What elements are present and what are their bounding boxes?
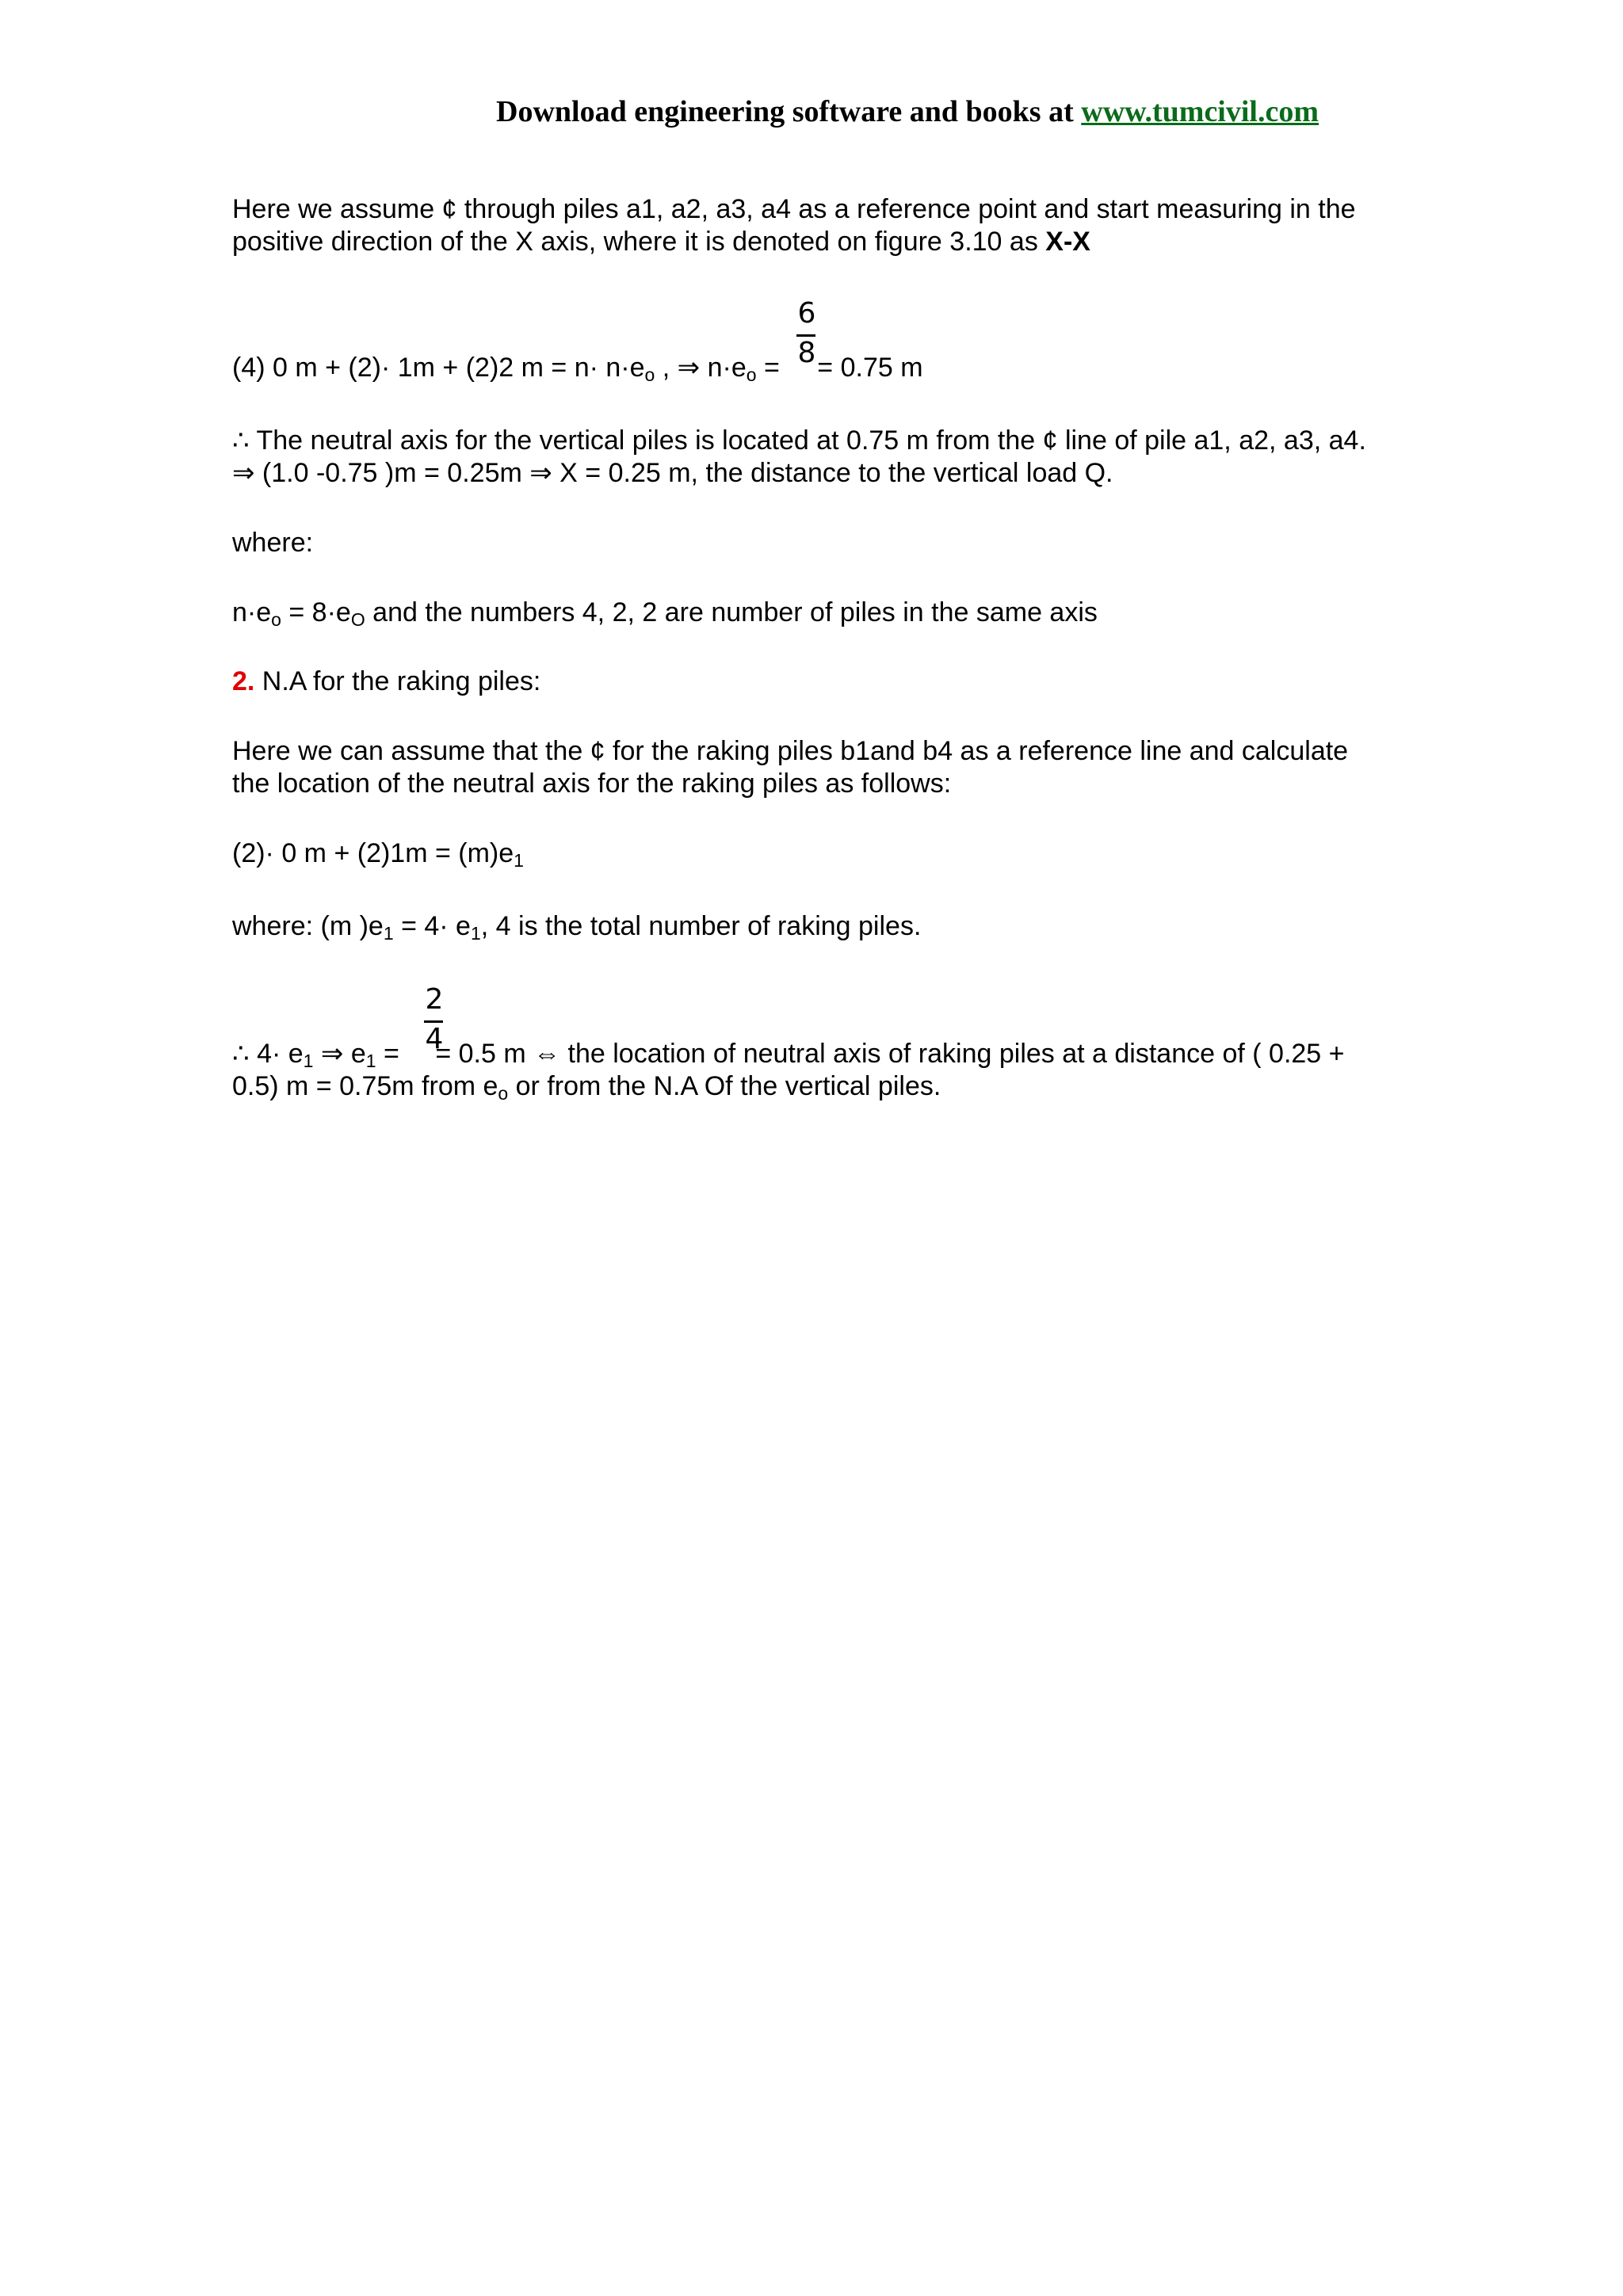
text-line: Here we can assume that the ¢ for the raking piles b1and b4 as a reference line and calculate bbox=[232, 736, 1349, 766]
header-text: Download engineering software and books at bbox=[496, 95, 1082, 128]
equation-raking-piles bbox=[232, 837, 1397, 870]
equation-text: or from the N.A Of the vertical piles. bbox=[508, 1071, 941, 1101]
fraction-numerator: 2 bbox=[425, 983, 444, 1016]
section-number: 2. bbox=[232, 666, 255, 696]
subscript: o bbox=[271, 609, 281, 630]
text-span: = 8·e bbox=[281, 597, 351, 627]
axis-label: X-X bbox=[1045, 227, 1090, 257]
text-line: Here we assume ¢ through piles a1, a2, a3, a4 as a reference point and start measuring in the bbox=[232, 194, 1356, 224]
subscript: 1 bbox=[470, 923, 481, 944]
page-header bbox=[496, 97, 1319, 127]
equation-text: ⇒ e bbox=[313, 1039, 366, 1069]
text-line: ∴ The neutral axis for the vertical piles is located at 0.75 m from the ¢ line of pile a1, a2, a3, a4. bbox=[232, 425, 1366, 456]
equation-neutral-axis-location bbox=[232, 1038, 1397, 1103]
fraction-denominator: 8 bbox=[797, 337, 816, 369]
text-line: ⇒ (1.0 -0.75 )m = 0.25m ⇒ X = 0.25 m, the distance to the vertical load Q. bbox=[232, 458, 1113, 488]
paragraph-reference-point bbox=[232, 193, 1397, 258]
equation-text: = 0.5 m ⇔ the location of neutral axis of raking piles at a distance of ( 0.25 + bbox=[435, 1039, 1345, 1069]
text-line: where: bbox=[232, 528, 314, 558]
subscript: o bbox=[498, 1083, 509, 1104]
equation-text: 0.5) m = 0.75m from e bbox=[232, 1071, 498, 1101]
text-span: where: (m )e bbox=[232, 911, 384, 941]
subscript: 1 bbox=[383, 923, 394, 944]
subscript: o bbox=[644, 364, 655, 385]
text-span: n·e bbox=[232, 597, 272, 627]
fraction-denominator: 4 bbox=[425, 1023, 444, 1055]
text-line bbox=[232, 1070, 1397, 1103]
text-span: positive direction of the X axis, where it is denoted on figure 3.10 as bbox=[232, 227, 1046, 257]
text-span: , 4 is the total number of raking piles. bbox=[480, 911, 922, 941]
paragraph-where-raking bbox=[232, 910, 1397, 943]
paragraph-number-of-piles bbox=[232, 597, 1397, 629]
text-line bbox=[232, 226, 1397, 258]
equation-text: (4) 0 m + (2)· 1m + (2)2 m = n· n·e bbox=[232, 353, 645, 383]
equation-text: = bbox=[376, 1039, 407, 1069]
subscript: o bbox=[746, 364, 757, 385]
subscript: O bbox=[350, 609, 365, 630]
subscript: 1 bbox=[514, 850, 524, 871]
text-span: and the numbers 4, 2, 2 are number of piles in the same axis bbox=[365, 597, 1098, 627]
equation-vertical-piles bbox=[232, 352, 1397, 384]
subscript: 1 bbox=[303, 1051, 314, 1071]
text-line bbox=[232, 1038, 1397, 1070]
section-heading bbox=[232, 666, 1397, 698]
equation-text: (2)· 0 m + (2)1m = (m)e bbox=[232, 838, 514, 868]
equation-text: , ⇒ n·e bbox=[655, 353, 747, 383]
equation-text: = 0.75 m bbox=[817, 353, 923, 383]
paragraph-raking-piles bbox=[232, 735, 1397, 800]
fraction-numerator: 6 bbox=[797, 297, 816, 330]
subscript: 1 bbox=[365, 1051, 376, 1071]
text-span: = 4· e bbox=[393, 911, 471, 941]
equation-text: = bbox=[756, 353, 788, 383]
paragraph-neutral-axis bbox=[232, 425, 1397, 490]
section-title: N.A for the raking piles: bbox=[254, 666, 541, 696]
equation-text: ∴ 4· e bbox=[232, 1039, 304, 1069]
header-link[interactable]: www.tumcivil.com bbox=[1081, 95, 1319, 128]
paragraph-where bbox=[232, 527, 1397, 559]
text-line: the location of the neutral axis for the raking piles as follows: bbox=[232, 769, 952, 799]
